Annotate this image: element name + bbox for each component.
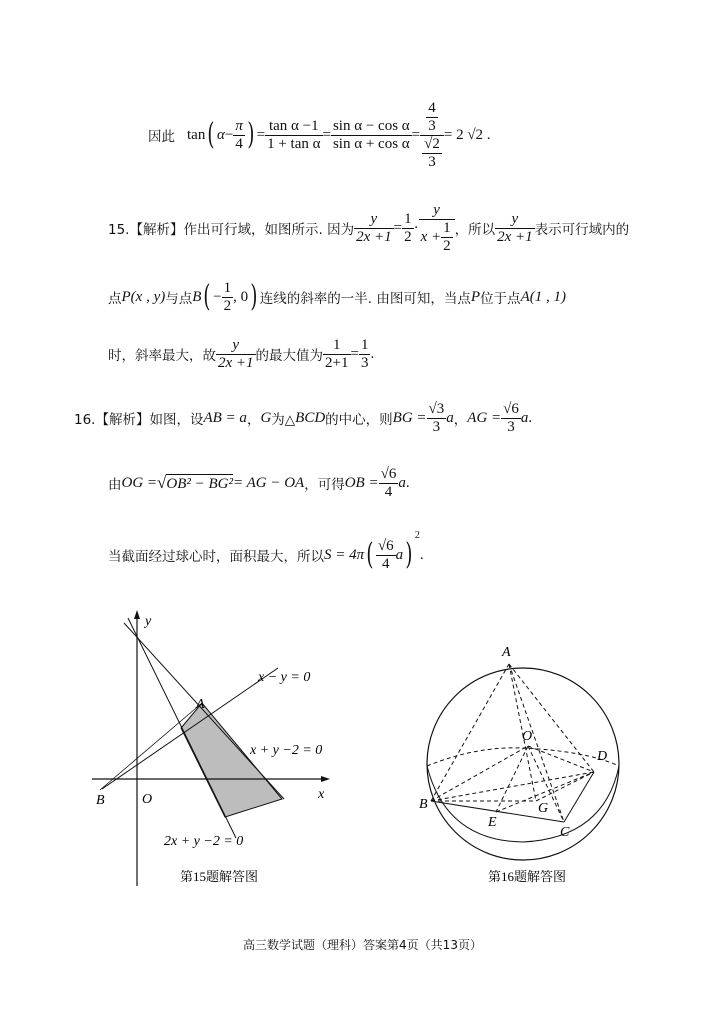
sqrt-expr: OB² − BG² — [166, 475, 233, 492]
label-origin: O — [142, 792, 153, 807]
root3: √3 — [428, 400, 445, 417]
frac-tan-num: tan α −1 — [265, 118, 322, 136]
eq-1: = — [256, 126, 266, 143]
equation-tan-line — [148, 92, 491, 178]
eq-3: = — [411, 126, 421, 143]
root3-over-3 — [427, 401, 447, 436]
p16-comma: ， — [246, 412, 261, 428]
label-o: O — [522, 729, 533, 744]
frac-sin-den: sin α + cos α — [332, 135, 410, 152]
edge-ac — [509, 664, 564, 822]
p16-text7: 当截面经过球心时，面积最大，所以 — [108, 549, 324, 565]
root6-over-4-b — [376, 538, 396, 573]
line-b-to-a — [100, 703, 202, 790]
point-b-label: B — [192, 288, 202, 305]
y-arrow — [134, 610, 140, 619]
max-result-num: 1 — [360, 336, 369, 353]
caption-fig15: 第15题解答图 — [180, 869, 259, 884]
label-line-x-minus-y: x − y = 0 — [258, 670, 311, 685]
b-zero: , 0 — [233, 288, 249, 305]
frac-sin — [331, 118, 412, 153]
frac2-num-y: y — [419, 202, 455, 220]
p15-line3 — [108, 334, 374, 374]
paren-left: ( — [207, 117, 215, 152]
p15-text7: 连线的斜率的一半. 由图可知，当点 — [259, 291, 471, 307]
max-eq: = — [350, 345, 359, 362]
minus-sign: − — [224, 126, 234, 143]
frac4-num: y — [216, 337, 256, 355]
frac3-num-y: y — [495, 211, 535, 229]
tan-fn: tan — [187, 126, 206, 143]
a-var-2: a — [520, 409, 529, 426]
result-2root2: = 2 √2 . — [443, 126, 491, 143]
p15-end: . — [370, 345, 375, 362]
label-line-2x-plus-y: 2x + y −2 = 0 — [164, 834, 244, 849]
frac-tan-den: 1 + tan α — [267, 135, 321, 152]
four-den-b: 4 — [381, 555, 390, 572]
nested-den-frac — [422, 136, 442, 171]
paren-right: ) — [247, 117, 255, 152]
root6-over-4 — [379, 466, 399, 501]
three-den: 3 — [432, 418, 441, 435]
label-e: E — [488, 815, 497, 830]
p15-label: 15.【解析】 — [108, 222, 184, 238]
frac4-den: 2x +1 — [218, 354, 254, 371]
frac2-half-den: 2 — [443, 237, 451, 254]
label-b: B — [419, 797, 428, 812]
a-var-1: a — [446, 409, 454, 426]
label-d: D — [597, 749, 608, 764]
p15-text2: ，所以 — [454, 222, 496, 238]
edge-ad — [509, 664, 594, 772]
page-footer: 高三数学试题（理科）答案第4页（共13页） — [243, 938, 482, 952]
p15-text1: 作出可行域，如图所示. 因为 — [183, 222, 355, 238]
p16-text6: ，可得 — [304, 477, 345, 493]
b-half-den: 2 — [223, 297, 232, 314]
text-prefix: 因此 — [148, 129, 175, 145]
p15-frac-y-xhalf — [419, 202, 455, 255]
label-point-b: B — [96, 793, 105, 808]
four-den: 4 — [235, 135, 243, 152]
label-line-x-plus-y: x + y −2 = 0 — [250, 743, 323, 758]
root6-b: √6 — [380, 465, 397, 482]
ag-minus-oa: = AG − OA — [233, 474, 305, 491]
a-var-4: a — [395, 546, 404, 563]
p16-text5: 由 — [108, 477, 122, 493]
point-p-xy: P(x , y) — [121, 288, 166, 305]
label-g: G — [538, 801, 549, 816]
frac2-den-x: x + — [420, 228, 442, 245]
label-y-axis: y — [145, 614, 152, 629]
p15-frac-half — [402, 211, 414, 246]
p16-end3: . — [419, 546, 424, 563]
b-half-num: 1 — [223, 279, 232, 296]
p16-text4: 的中心，则 — [325, 412, 393, 428]
p15-text9: 时，斜率最大，故 — [108, 348, 216, 364]
frac2-den — [419, 220, 455, 255]
frac2-half-num: 1 — [443, 219, 451, 236]
sphere-outline — [427, 668, 619, 860]
label-c: C — [560, 825, 570, 840]
paren-l3: ( — [366, 537, 374, 572]
p15-text3: 表示可行域内的 — [534, 222, 630, 238]
p16-label: 16.【解析】 — [74, 412, 150, 428]
p15-line1 — [108, 196, 629, 260]
alpha-symbol: α — [217, 126, 225, 143]
nested-den-a: √2 — [424, 135, 440, 152]
paren-r2: ) — [250, 279, 258, 314]
p16-end2: . — [405, 474, 410, 491]
feasible-region — [181, 703, 282, 817]
square-exp: 2 — [414, 530, 420, 541]
paren-r3: ) — [405, 537, 413, 572]
minus-b: − — [213, 288, 222, 305]
nested-num-frac — [426, 100, 438, 135]
p15-text5: 与点 — [165, 291, 193, 307]
s-eq: S = 4π — [324, 546, 365, 563]
p15-text8: 位于点 — [480, 291, 521, 307]
p16-line1 — [74, 396, 532, 440]
p15-line2 — [108, 274, 566, 320]
p15-frac-y-2x1-b — [495, 211, 535, 246]
root6: √6 — [503, 400, 519, 417]
p16-line3 — [108, 528, 424, 582]
root6-c: √6 — [377, 537, 394, 554]
point-a-11: A(1 , 1) — [520, 288, 566, 305]
figure-16 — [416, 636, 646, 892]
p15-text4: 点 — [108, 291, 122, 307]
bcd-label: BCD — [295, 409, 326, 426]
pi-num: π — [235, 117, 243, 134]
max-den: 2+1 — [325, 354, 349, 371]
nested-num-a: 4 — [428, 99, 436, 116]
three-den2: 3 — [507, 418, 515, 435]
nested-num-b: 3 — [428, 117, 436, 134]
frac-sin-num: sin α − cos α — [332, 117, 410, 134]
point-p: P — [470, 288, 481, 305]
p15-frac4 — [216, 337, 256, 372]
edge-cd — [564, 772, 594, 822]
p16-comma2: ， — [453, 412, 468, 428]
p16-text1: 如图，设 — [149, 412, 204, 428]
edge-bd — [431, 772, 594, 801]
frac-num-y: y — [354, 211, 394, 229]
ab-eq-a: AB = a — [203, 409, 247, 426]
x-arrow — [321, 776, 330, 782]
og-eq: OG = — [121, 474, 158, 491]
pi-over-4 — [233, 118, 245, 153]
nested-den — [420, 136, 444, 171]
nested-den-b: 3 — [428, 153, 436, 170]
p15-dot: · — [413, 219, 419, 236]
ob-eq: OB = — [344, 474, 379, 491]
max-result-den: 3 — [360, 354, 369, 371]
frac3-den: 2x +1 — [497, 228, 533, 245]
max-num: 1 — [323, 337, 350, 355]
four-den: 4 — [384, 483, 393, 500]
p15-text10: 的最大值为 — [255, 348, 324, 364]
bg-eq: BG = — [392, 409, 427, 426]
paren-l2: ( — [203, 279, 211, 314]
label-x-axis: x — [318, 787, 325, 802]
p15-frac-y-2x1 — [354, 211, 394, 246]
nested-num — [420, 100, 444, 135]
b-half — [222, 280, 234, 315]
half-num: 1 — [404, 210, 412, 227]
edge-oe — [496, 746, 528, 812]
p16-text3: 为△ — [271, 412, 296, 428]
root6-over-3 — [501, 401, 521, 436]
ag-eq: AG = — [467, 409, 502, 426]
p15-eq: = — [393, 219, 403, 236]
label-a: A — [502, 645, 511, 660]
max-result — [359, 337, 371, 372]
p16-end1: . — [528, 409, 533, 426]
half-den: 2 — [404, 228, 412, 245]
frac-den-2x1: 2x +1 — [356, 228, 392, 245]
sqrt-sign: √ — [157, 473, 167, 492]
g-label: G — [260, 409, 272, 426]
figure-15 — [88, 608, 348, 892]
frac-tan — [265, 118, 322, 153]
max-frac — [323, 337, 350, 372]
a-var-3: a — [398, 474, 406, 491]
caption-fig16: 第16题解答图 — [488, 869, 567, 884]
label-point-a: A — [196, 697, 205, 712]
frac2-den-half — [441, 220, 453, 255]
eq-2: = — [322, 126, 331, 143]
p16-line2 — [108, 460, 410, 506]
frac-nested — [420, 100, 444, 171]
